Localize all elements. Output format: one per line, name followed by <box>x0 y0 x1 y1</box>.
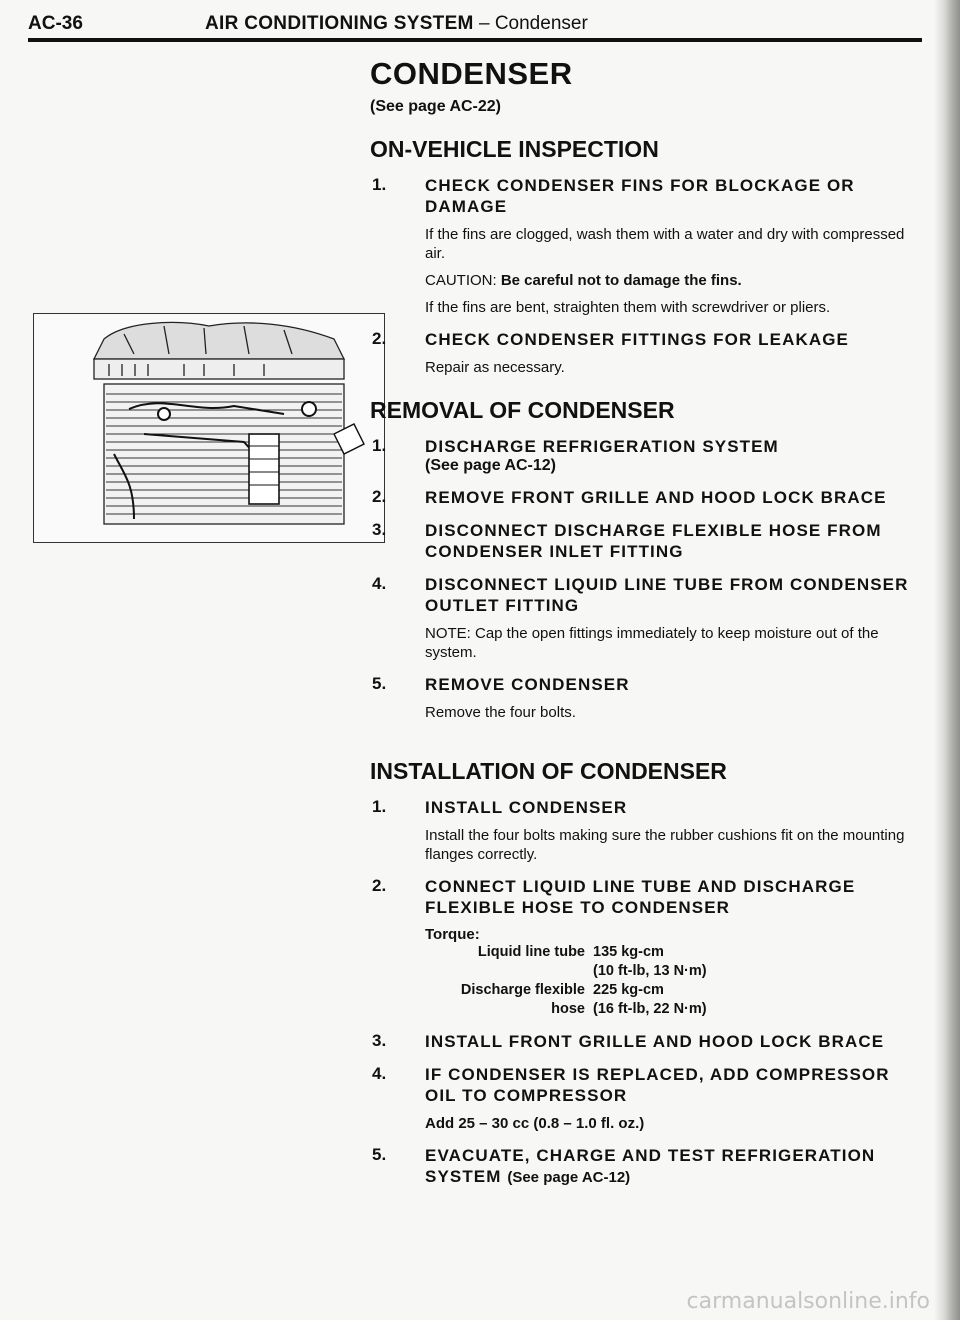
inspection-step-1 <box>370 175 923 317</box>
step-number: 3. <box>372 520 387 539</box>
section-heading-inspection: ON-VEHICLE INSPECTION <box>370 136 659 162</box>
step-number: 3. <box>372 1031 387 1050</box>
step-number: 5. <box>372 1145 387 1164</box>
step-title: REMOVE CONDENSER <box>425 675 630 694</box>
step-number: 1. <box>372 175 387 194</box>
section-spacer <box>370 722 923 758</box>
step-title: INSTALL FRONT GRILLE AND HOOD LOCK BRACE <box>425 1032 885 1051</box>
step-title: DISCONNECT LIQUID LINE TUBE FROM CONDENSER OUTLET FITTING <box>425 575 909 615</box>
torque-value-metric: 225 kg-cm <box>593 982 664 998</box>
caution-label: CAUTION: <box>425 272 497 289</box>
step-text: Add 25 – 30 cc (0.8 – 1.0 fl. oz.) <box>425 1115 645 1132</box>
caution-text: Be careful not to damage the fins. <box>500 272 742 289</box>
step-text: Install the four bolts making sure the rubber cushions fit on the mounting flanges correctly. <box>425 827 905 863</box>
watermark: carmanualsonline.info <box>686 1289 930 1314</box>
step-title: DISCHARGE REFRIGERATION SYSTEM <box>425 437 779 456</box>
installation-step-2 <box>370 876 923 1019</box>
condenser-drawing <box>34 314 387 542</box>
torque-item-label: Discharge flexible hose <box>460 982 585 1017</box>
installation-step-3 <box>370 1031 923 1052</box>
section-header-sub: – Condenser <box>478 13 588 34</box>
step-title: DISCONNECT DISCHARGE FLEXIBLE HOSE FROM CONDENSER INLET FITTING <box>425 521 882 561</box>
section-header <box>205 13 588 35</box>
torque-row <box>425 981 923 1019</box>
removal-step-5 <box>370 674 923 722</box>
step-number: 2. <box>372 487 387 506</box>
see-page-ref: (See page AC-22) <box>370 98 501 115</box>
step-number: 4. <box>372 1064 387 1083</box>
header-rule <box>28 38 922 42</box>
removal-step-4 <box>370 574 923 662</box>
step-text: Remove the four bolts. <box>425 704 576 721</box>
inspection-step-2 <box>370 329 923 377</box>
step-number: 4. <box>372 574 387 593</box>
step-title: INSTALL CONDENSER <box>425 798 628 817</box>
step-title: IF CONDENSER IS REPLACED, ADD COMPRESSOR OIL TO COMPRESSOR <box>425 1065 890 1105</box>
section-header-title: AIR CONDITIONING SYSTEM <box>205 13 474 34</box>
installation-step-5 <box>370 1145 923 1188</box>
removal-step-2 <box>370 487 923 508</box>
torque-item-value <box>593 943 923 981</box>
removal-step-1 <box>370 436 923 475</box>
installation-step-1 <box>370 797 923 864</box>
condenser-illustration <box>33 313 385 543</box>
step-number: 2. <box>372 876 387 895</box>
installation-step-4 <box>370 1064 923 1133</box>
step-text: If the fins are clogged, wash them with a water and dry with compressed air. <box>425 226 905 262</box>
step-title <box>425 1145 923 1188</box>
torque-label: Torque: <box>425 926 480 943</box>
caution-note <box>425 271 923 290</box>
page-edge-shadow <box>934 0 960 1320</box>
page-title: CONDENSER <box>370 56 573 91</box>
step-number: 2. <box>372 329 387 348</box>
step-title: CONNECT LIQUID LINE TUBE AND DISCHARGE FLEXIBLE HOSE TO CONDENSER <box>425 877 856 917</box>
step-number: 1. <box>372 797 387 816</box>
step-text: If the fins are bent, straighten them with screwdriver or pliers. <box>425 299 831 316</box>
see-page-ref: (See page AC-12) <box>507 1169 631 1186</box>
removal-step-3 <box>370 520 923 562</box>
section-heading-installation: INSTALLATION OF CONDENSER <box>370 758 727 784</box>
torque-item-value <box>593 981 923 1019</box>
torque-value-imperial: (10 ft-lb, 13 N·m) <box>593 963 707 979</box>
see-page-ref: (See page AC-12) <box>425 457 556 474</box>
step-note: NOTE: Cap the open fittings immediately to keep moisture out of the system. <box>425 625 879 661</box>
step-title: REMOVE FRONT GRILLE AND HOOD LOCK BRACE <box>425 488 887 507</box>
page-number: AC-36 <box>28 13 83 34</box>
step-title: CHECK CONDENSER FITTINGS FOR LEAKAGE <box>425 330 850 349</box>
step-number: 1. <box>372 436 387 455</box>
step-number: 5. <box>372 674 387 693</box>
torque-value-metric: 135 kg-cm <box>593 944 664 960</box>
step-title: CHECK CONDENSER FINS FOR BLOCKAGE OR DAMAGE <box>425 176 855 216</box>
torque-value-imperial: (16 ft-lb, 22 N·m) <box>593 1001 707 1017</box>
step-text: Repair as necessary. <box>425 359 565 376</box>
content-column <box>370 56 923 1188</box>
torque-item-label: Liquid line tube <box>477 944 585 960</box>
step-title-text: EVACUATE, CHARGE AND TEST REFRIGERATION SYSTEM <box>425 1146 876 1186</box>
section-heading-removal: REMOVAL OF CONDENSER <box>370 397 675 423</box>
torque-row <box>425 943 923 981</box>
